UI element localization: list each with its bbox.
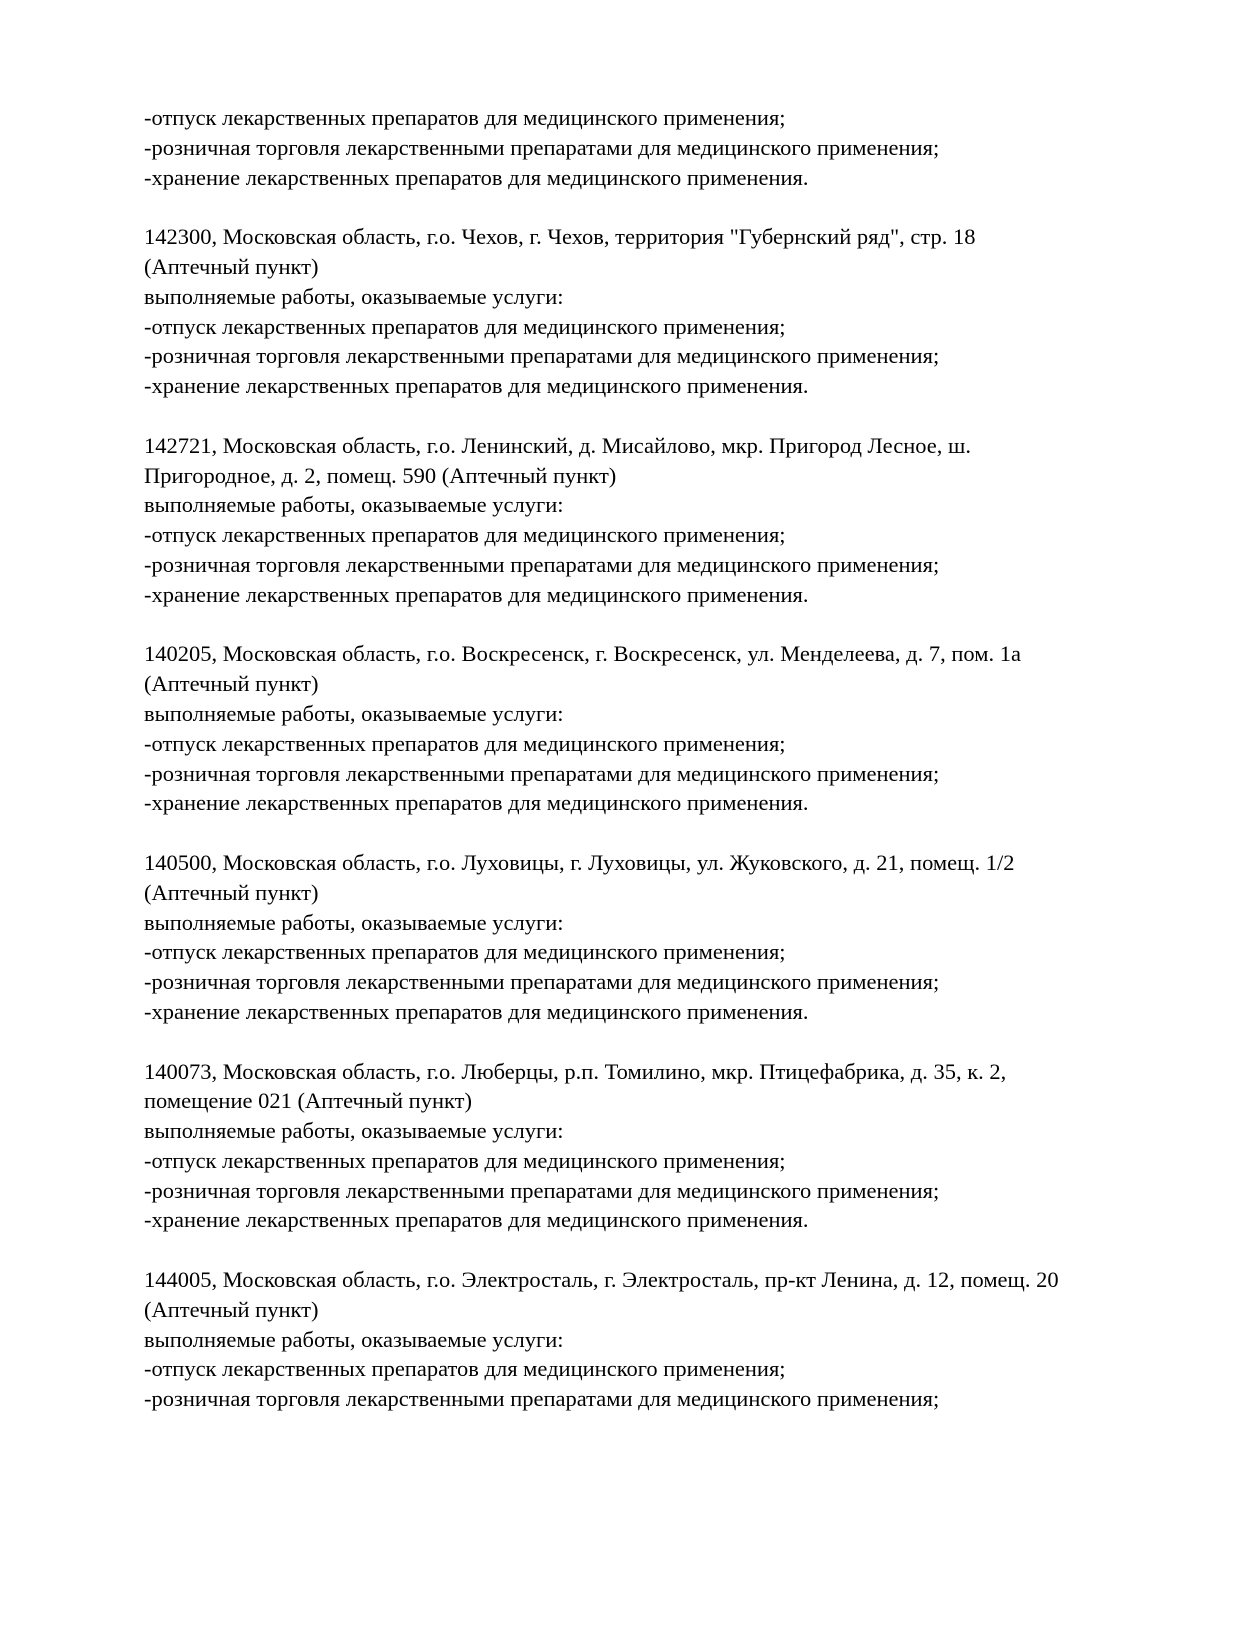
service-item: -отпуск лекарственных препаратов для медицинского применения; <box>144 1147 786 1173</box>
service-item: -отпуск лекарственных препаратов для медицинского применения; <box>144 730 786 756</box>
service-item: -отпуск лекарственных препаратов для медицинского применения; <box>144 105 786 130</box>
document-body <box>144 103 1164 1414</box>
services-header: выполняемые работы, оказываемые услуги: <box>144 1118 564 1144</box>
location-address-line: (Аптечный пункт) <box>144 1296 319 1322</box>
location-block <box>144 222 1164 401</box>
service-item: -розничная торговля лекарственными препаратами для медицинского применения; <box>144 1177 940 1203</box>
location-address-line: (Аптечный пункт) <box>144 671 319 697</box>
block-spacer <box>144 1235 1164 1265</box>
service-item: -хранение лекарственных препаратов для медицинского применения. <box>144 1207 809 1233</box>
service-item: -розничная торговля лекарственными препаратами для медицинского применения; <box>144 760 940 786</box>
service-item: -отпуск лекарственных препаратов для медицинского применения; <box>144 313 786 339</box>
service-item: -розничная торговля лекарственными препаратами для медицинского применения; <box>144 969 940 995</box>
block-spacer <box>144 401 1164 431</box>
services-header: выполняемые работы, оказываемые услуги: <box>144 1326 564 1352</box>
location-block <box>144 1265 1164 1414</box>
location-address-line: 142300, Московская область, г.о. Чехов, г. Чехов, территория "Губернский ряд", стр. 18 <box>144 224 976 250</box>
service-item: -хранение лекарственных препаратов для медицинского применения. <box>144 373 809 399</box>
location-block <box>144 431 1164 610</box>
block-spacer <box>144 818 1164 848</box>
location-address-line: помещение 021 (Аптечный пункт) <box>144 1088 472 1114</box>
service-item: -отпуск лекарственных препаратов для медицинского применения; <box>144 939 786 965</box>
services-header: выполняемые работы, оказываемые услуги: <box>144 283 564 309</box>
intro-services-block <box>144 103 1164 192</box>
location-block <box>144 848 1164 1027</box>
service-item: -хранение лекарственных препаратов для медицинского применения. <box>144 998 809 1024</box>
service-item: -хранение лекарственных препаратов для медицинского применения. <box>144 164 809 190</box>
service-item: -отпуск лекарственных препаратов для медицинского применения; <box>144 1356 786 1382</box>
location-address-line: 144005, Московская область, г.о. Электросталь, г. Электросталь, пр-кт Ленина, д. 12, помещ. 20 <box>144 1267 1059 1293</box>
service-item: -розничная торговля лекарственными препаратами для медицинского применения; <box>144 1386 940 1412</box>
services-header: выполняемые работы, оказываемые услуги: <box>144 492 564 518</box>
location-address-line: Пригородное, д. 2, помещ. 590 (Аптечный пункт) <box>144 462 617 488</box>
services-header: выполняемые работы, оказываемые услуги: <box>144 909 564 935</box>
service-item: -отпуск лекарственных препаратов для медицинского применения; <box>144 522 786 548</box>
location-block <box>144 1057 1164 1236</box>
service-item: -розничная торговля лекарственными препаратами для медицинского применения; <box>144 134 940 160</box>
service-item: -хранение лекарственных препаратов для медицинского применения. <box>144 581 809 607</box>
location-address-line: 142721, Московская область, г.о. Ленинский, д. Мисайлово, мкр. Пригород Лесное, ш. <box>144 432 971 458</box>
location-address-line: 140500, Московская область, г.о. Луховицы, г. Луховицы, ул. Жуковского, д. 21, помещ. 1/2 <box>144 849 1015 875</box>
services-header: выполняемые работы, оказываемые услуги: <box>144 700 564 726</box>
service-item: -розничная торговля лекарственными препаратами для медицинского применения; <box>144 551 940 577</box>
block-spacer <box>144 192 1164 222</box>
location-address-line: 140073, Московская область, г.о. Люберцы, р.п. Томилино, мкр. Птицефабрика, д. 35, к. 2, <box>144 1058 1007 1084</box>
location-address-line: 140205, Московская область, г.о. Воскресенск, г. Воскресенск, ул. Менделеева, д. 7, пом. 1а <box>144 641 1021 667</box>
location-address-line: (Аптечный пункт) <box>144 253 319 279</box>
location-block <box>144 639 1164 818</box>
service-item: -хранение лекарственных препаратов для медицинского применения. <box>144 790 809 816</box>
block-spacer <box>144 1027 1164 1057</box>
service-item: -розничная торговля лекарственными препаратами для медицинского применения; <box>144 343 940 369</box>
block-spacer <box>144 610 1164 640</box>
location-address-line: (Аптечный пункт) <box>144 879 319 905</box>
